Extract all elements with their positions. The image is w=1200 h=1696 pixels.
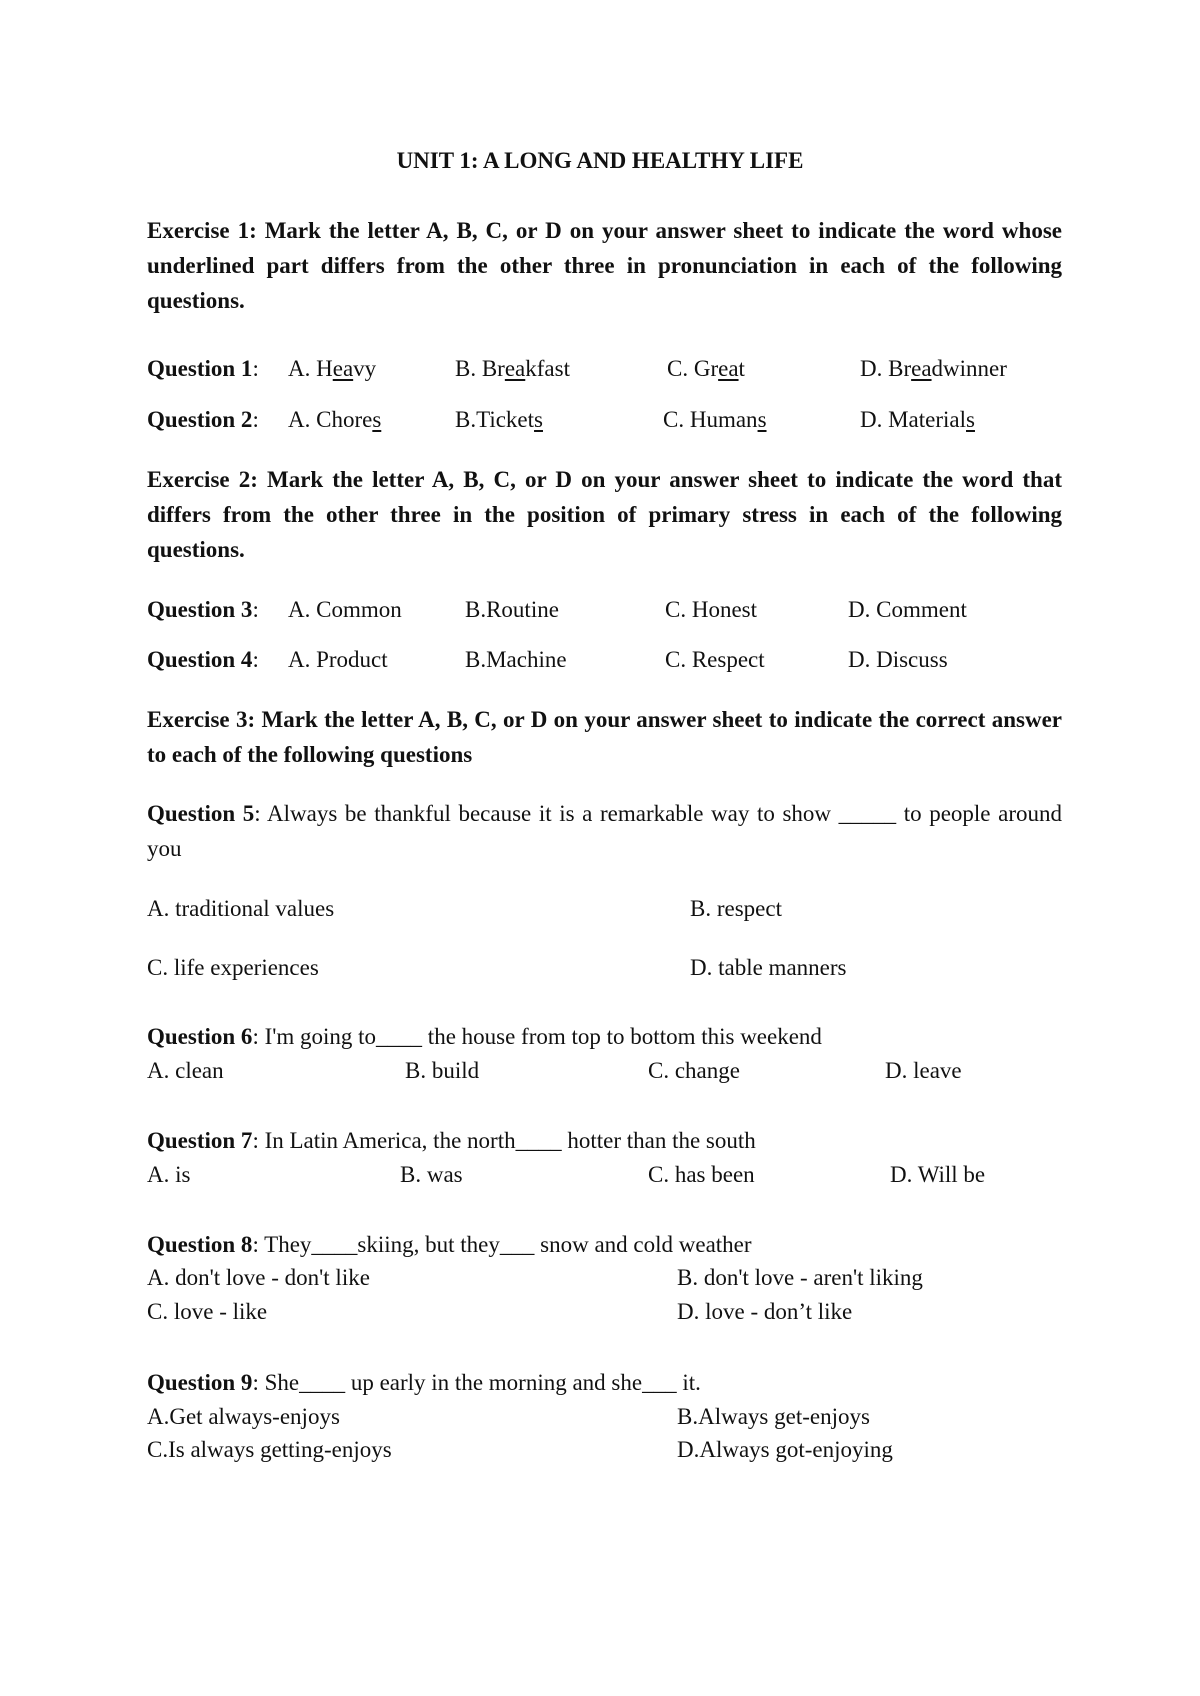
q1-option-b: B. Breakfast (455, 356, 570, 381)
q2-option-a: A. Chores (288, 407, 382, 432)
q6-option-b: B. build (405, 1058, 480, 1083)
q1-label: Question 1: (147, 356, 259, 381)
q1-option-d: D. Breadwinner (860, 356, 1007, 381)
q9-stem: Question 9: She____ up early in the morning and she___ it. (147, 1370, 701, 1395)
q1-option-a: A. Heavy (288, 356, 377, 381)
q9-option-a: A.Get always-enjoys (147, 1404, 340, 1429)
q8-option-d: D. love - don’t like (677, 1299, 853, 1324)
q2-option-b: B.Tickets (455, 407, 543, 432)
q5-stem: Question 5: Always be thankful because it is a remarkable way to show _____ to people around you (147, 801, 1062, 861)
q5-option-a: A. traditional values (147, 896, 335, 921)
q4-option-b: B.Machine (465, 647, 567, 672)
q5-option-b: B. respect (690, 896, 782, 921)
q7-option-d: D. Will be (890, 1162, 986, 1187)
q8-option-b: B. don't love - aren't liking (677, 1265, 923, 1290)
q4-option-c: C. Respect (665, 647, 765, 672)
exercise-3-instruction: Exercise 3: Mark the letter A, B, C, or D on your answer sheet to indicate the correct answer to each of the following questions (147, 707, 1062, 767)
q6-option-a: A. clean (147, 1058, 224, 1083)
exercise-1-instruction: Exercise 1: Mark the letter A, B, C, or D on your answer sheet to indicate the word whose underlined part differs from the other three in pronunciation in each of the following questions. (147, 218, 1062, 313)
q8-option-a: A. don't love - don't like (147, 1265, 370, 1290)
q7-stem: Question 7: In Latin America, the north____ hotter than the south (147, 1128, 756, 1153)
q7-option-a: A. is (147, 1162, 191, 1187)
q9-option-d: D.Always got-enjoying (677, 1437, 893, 1462)
q5-option-d: D. table manners (690, 955, 847, 980)
q9-option-c: C.Is always getting-enjoys (147, 1437, 392, 1462)
q3-option-a: A. Common (288, 597, 402, 622)
q5-option-c: C. life experiences (147, 955, 319, 980)
q1-option-c: C. Great (667, 356, 745, 381)
q3-option-d: D. Comment (848, 597, 967, 622)
q7-option-c: C. has been (648, 1162, 755, 1187)
q4-label: Question 4: (147, 647, 259, 672)
q6-stem: Question 6: I'm going to____ the house from top to bottom this weekend (147, 1024, 822, 1049)
q6-option-c: C. change (648, 1058, 740, 1083)
q9-option-b: B.Always get-enjoys (677, 1404, 870, 1429)
q3-option-c: C. Honest (665, 597, 757, 622)
q3-option-b: B.Routine (465, 597, 559, 622)
q7-option-b: B. was (400, 1162, 463, 1187)
q4-option-a: A. Product (288, 647, 388, 672)
page-title: UNIT 1: A LONG AND HEALTHY LIFE (396, 148, 804, 173)
q2-option-d: D. Materials (860, 407, 975, 432)
q2-option-c: C. Humans (663, 407, 767, 432)
q8-stem: Question 8: They____skiing, but they___ snow and cold weather (147, 1232, 752, 1257)
q6-option-d: D. leave (885, 1058, 962, 1083)
exercise-2-instruction: Exercise 2: Mark the letter A, B, C, or D on your answer sheet to indicate the word that differs from the other three in the position of primary stress in each of the following questions. (147, 467, 1062, 562)
q8-option-c: C. love - like (147, 1299, 268, 1324)
q4-option-d: D. Discuss (848, 647, 948, 672)
q3-label: Question 3: (147, 597, 259, 622)
q2-label: Question 2: (147, 407, 259, 432)
